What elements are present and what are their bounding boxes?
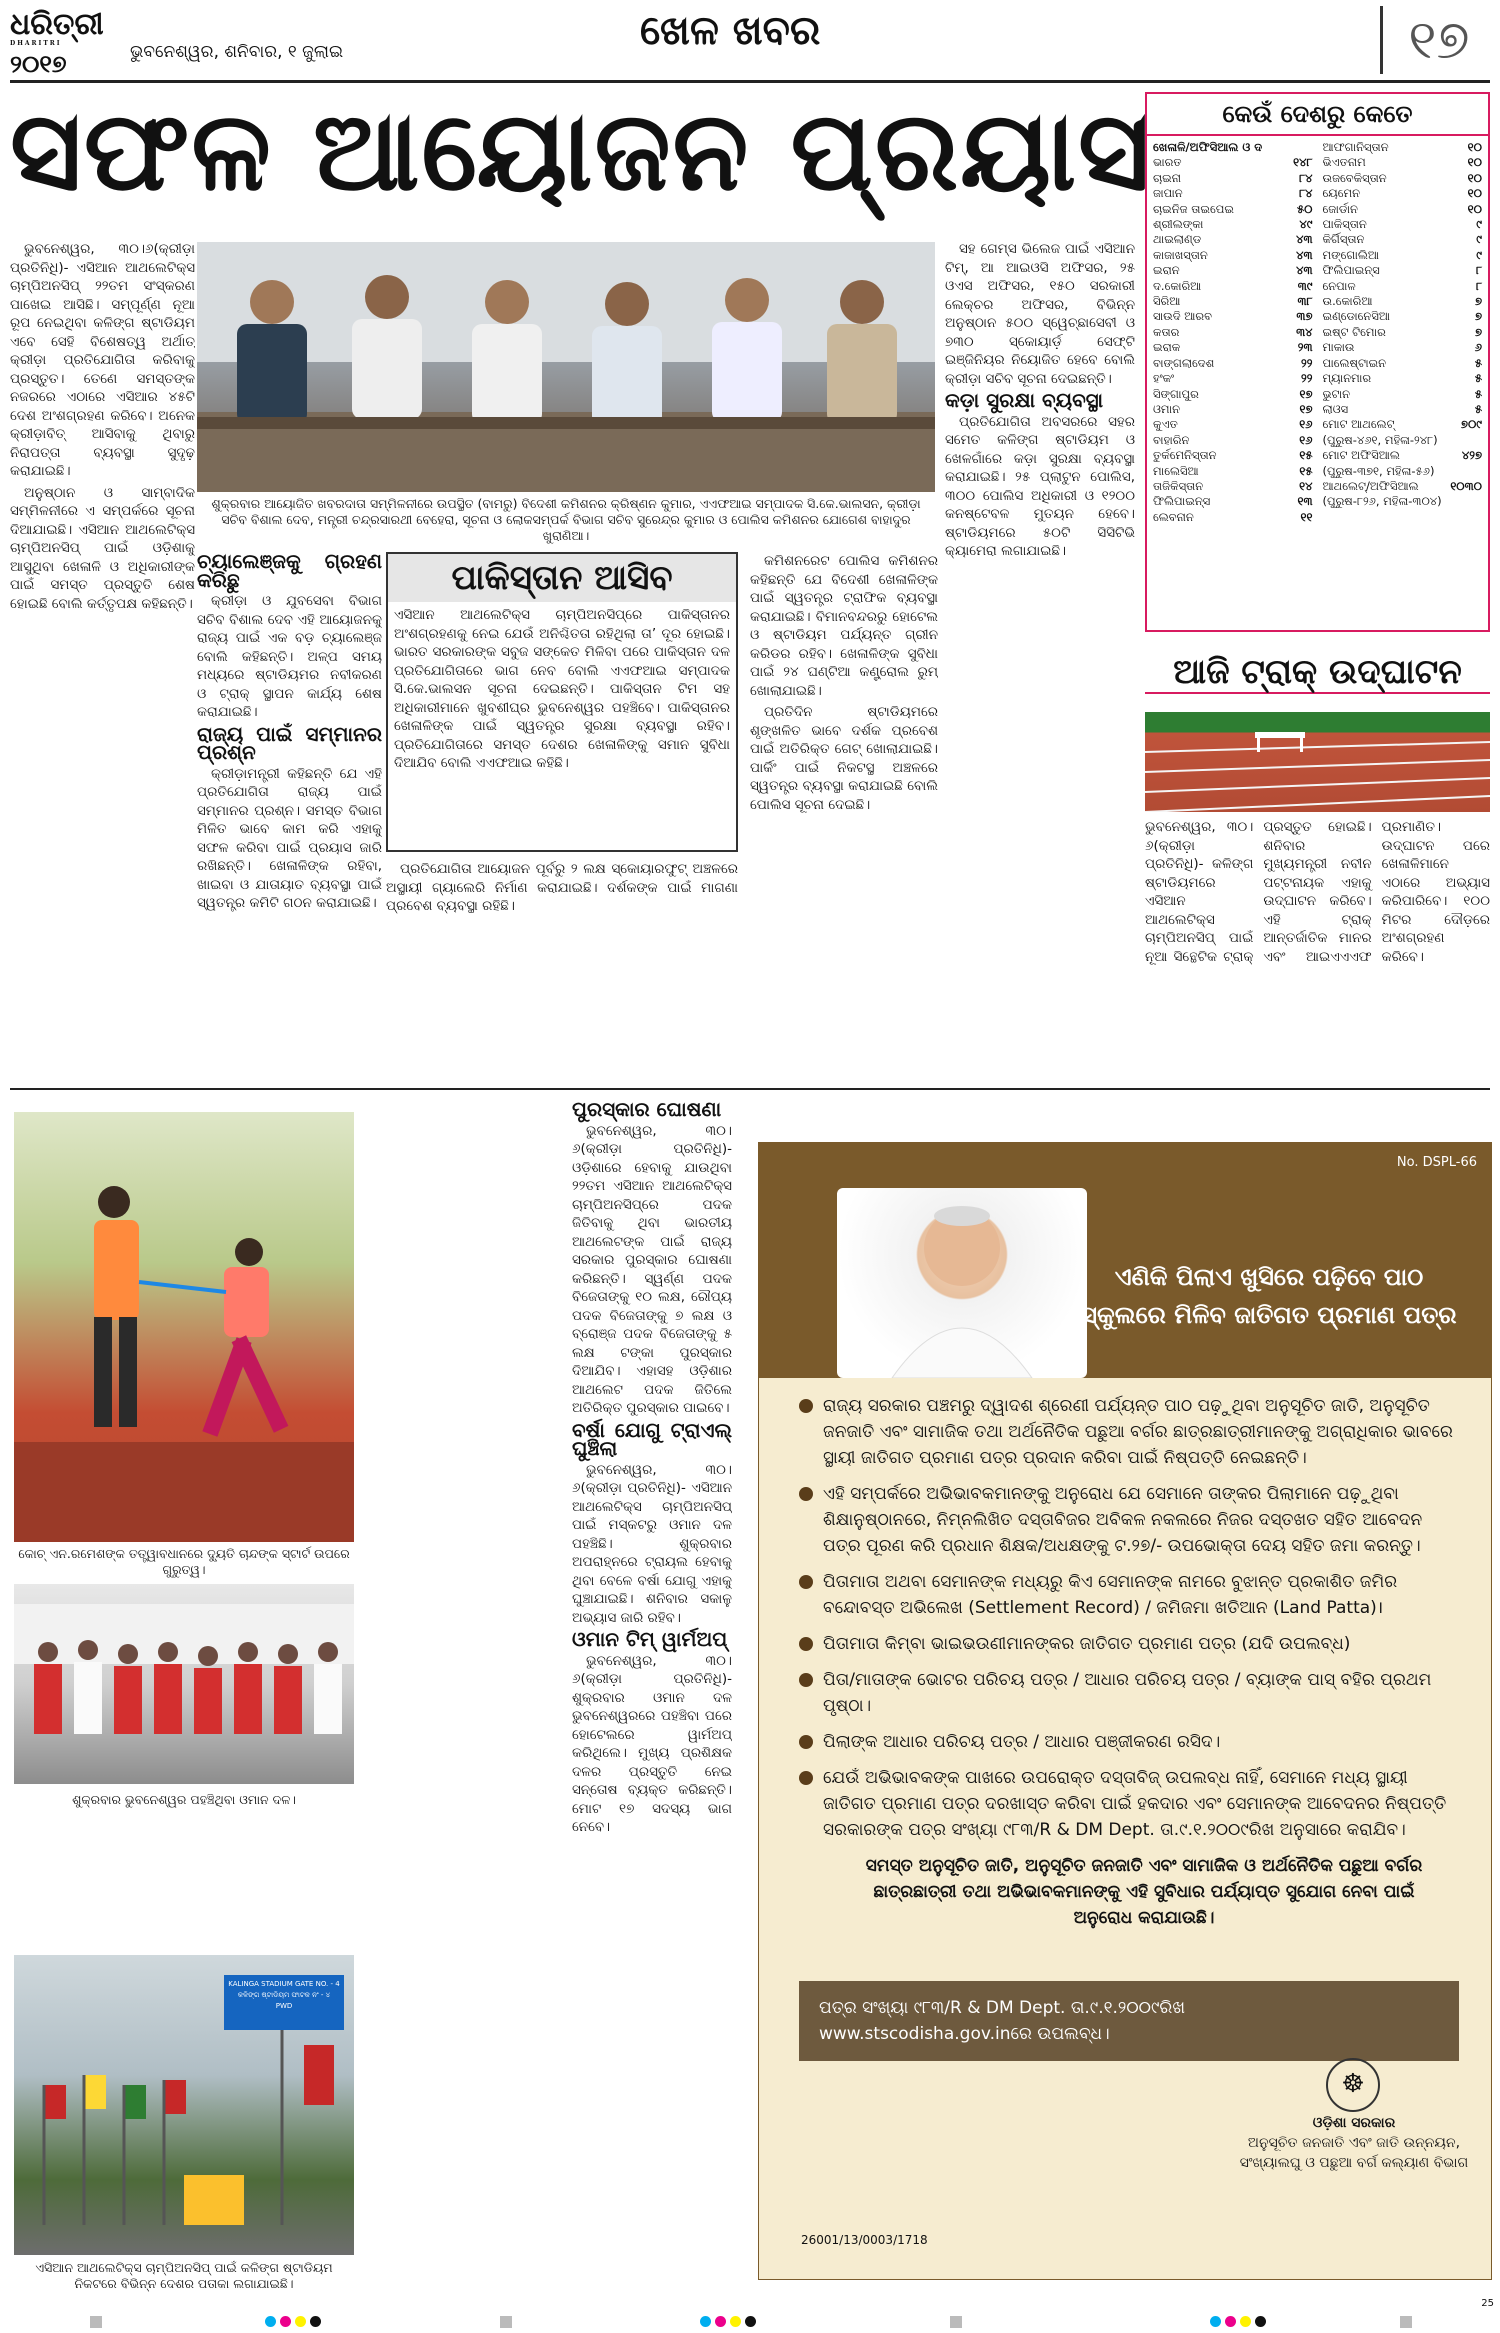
- section-title: ଖେଳ ଖବର: [640, 8, 821, 54]
- stats-count: ୩୮: [1297, 294, 1313, 309]
- stats-row: [1153, 186, 1313, 201]
- stats-count: ୭୦୯: [1460, 417, 1482, 432]
- country-stats-box: [1145, 92, 1490, 632]
- oman-warmup-title: ଓମାନ ଟିମ୍ ୱାର୍ମଅପ୍: [572, 1627, 728, 1651]
- rain-trial-paragraph: ଭୁବନେଶ୍ୱର, ୩୦।୬(କ୍ରୀଡ଼ା ପ୍ରତିନିଧି)- ଏସିଆନ ଆଥଲେଟିକ୍ସ ଚାମ୍ପିଅନସିପ୍ ପାଇଁ ମସ୍କଟରୁ ଓମାନ ଦଳ ପହଞ୍ଚିଛି। ଶୁକ୍ରବାର ଅପରାହ୍ନରେ ଟ୍ରାୟଲ ହେବାକୁ ଥିବା ବେଳେ ବର୍ଷା ଯୋଗୁ ଏହାକୁ ଘୁଞ୍ଚାଯାଇଛି। ଶନିବାର ସକାଳୁ ଅଭ୍ୟାସ ଜାରି ରହିବ।: [572, 1461, 732, 1626]
- oman-photo-caption: ଶୁକ୍ରବାର ଭୁବନେଶ୍ୱର ପହଞ୍ଚିଥିବା ଓମାନ ଦଳ।: [72, 1792, 296, 1807]
- stats-country: ଆଥଲେଟ୍/ଅଫିସିଆଲ: [1322, 478, 1419, 493]
- stats-count: ୧୦: [1467, 201, 1482, 216]
- stats-row: [1153, 494, 1313, 509]
- stats-country: କୁଏତ: [1153, 417, 1178, 432]
- stats-count: ୭: [1474, 324, 1482, 339]
- stats-country: ଜୋର୍ଡାନ: [1322, 201, 1358, 216]
- print-gray-mark: [950, 2316, 962, 2328]
- stats-count: ୫: [1474, 355, 1482, 370]
- stats-country: ଇରାନ: [1153, 263, 1180, 278]
- stats-count: ୧୬: [1299, 417, 1313, 432]
- bullet-icon: [799, 1673, 813, 1687]
- stats-left-column: [1153, 140, 1313, 525]
- stats-country: ଶ୍ରୀଲଙ୍କା: [1153, 217, 1204, 232]
- gate-sign: [228, 1979, 340, 2012]
- stats-row: [1323, 494, 1483, 509]
- stats-count: ୮୪: [1299, 170, 1313, 185]
- bullet-icon: [799, 1637, 813, 1651]
- stats-row: [1323, 186, 1483, 201]
- stats-row: [1323, 340, 1483, 355]
- ad-government-credit: [1239, 2113, 1469, 2173]
- stats-country: ଉ.କୋରିଆ: [1322, 294, 1373, 309]
- stats-country: ଆଫଗାନିସ୍ତାନ: [1322, 140, 1389, 154]
- stats-count: ୪୩: [1296, 232, 1313, 247]
- stats-country: ତୁର୍କମେନିସ୍ତାନ: [1153, 448, 1217, 463]
- stats-row: [1323, 155, 1483, 170]
- stats-count: ୧୫: [1299, 448, 1313, 463]
- ad-bullet-item: [799, 1631, 1459, 1657]
- lead-paragraph: ସହ ଗେମ୍ସ ଭିଲେଜ ପାଇଁ ଏସିଆନ ଟିମ୍, ଆ ଆଇଓସି ଅଫିସର, ୨୫ ଓଏସ ଅଫିସର, ୧୫୦ ସରକାରୀ ଲେକ୍ଚର ଅଫିସର, ବିଭିନ୍ନ ଅନୁଷ୍ଠାନ ୫୦୦ ସ୍ୱେଚ୍ଛାସେବୀ ଓ ୭୩୦ ସ୍କୋୟାର୍ଡ଼ ସେଫ୍ଟି ଇଞ୍ଜିନିୟର ନିୟୋଜିତ ହେବେ ବୋଲି କ୍ରୀଡ଼ା ସଚିବ ସୂଚନା ଦେଇଛନ୍ତି।: [945, 241, 1135, 387]
- stats-count: ୧୦: [1467, 140, 1482, 154]
- lead-paragraph: ପ୍ରତିଯୋଗିତା ଆୟୋଜନ ପୂର୍ବରୁ ୨ ଲକ୍ଷ ସ୍କୋୟାରଫୁଟ୍ ଅଞ୍ଚଳରେ ଅସ୍ଥାୟୀ ଗ୍ୟାଲେରି ନିର୍ମାଣ କରାଯାଇଛି। ଦର୍ଶକଙ୍କ ପାଇଁ ମାଗଣା ପ୍ରବେଶ ବ୍ୟବସ୍ଥା ରହିଛି।: [386, 861, 738, 914]
- ad-reference-number: No. DSPL-66: [1396, 1155, 1477, 1170]
- stats-count: ୨୩: [1297, 340, 1313, 355]
- stats-country: ସିଙ୍ଗାପୁର: [1153, 386, 1199, 401]
- stats-row: [1153, 448, 1313, 463]
- ad-bullet-item: [799, 1481, 1459, 1559]
- track-lanes-illustration: [1145, 712, 1490, 812]
- stats-country: ମଙ୍ଗୋଲିଆ: [1322, 247, 1379, 262]
- awards-title: ପୁରସ୍କାର ଘୋଷଣା: [572, 1100, 722, 1121]
- ad-letter-reference: ପତ୍ର ସଂଖ୍ୟା ୯୮୩/R & DM Dept. ତା.୯.୧.୨୦୦୯ରିଖ: [819, 1998, 1186, 2018]
- stats-row: [1323, 464, 1483, 479]
- stats-country: ଲାଓସ: [1322, 401, 1349, 416]
- stats-row: [1153, 171, 1313, 186]
- print-gray-mark: [1400, 2316, 1412, 2328]
- ad-bullet-text: ରାଜ୍ୟ ସରକାର ପଞ୍ଚମରୁ ଦ୍ୱାଦଶ ଶ୍ରେଣୀ ପର୍ଯ୍ୟନ୍ତ ପାଠ ପଢ଼ୁଥିବା ଅନୁସୂଚିତ ଜାତି, ଅନୁସୂଚିତ ଜନଜାତି ଏବଂ ସାମାଜିକ ତଥା ଅର୍ଥନୈତିକ ପଛୁଆ ବର୍ଗର ଛାତ୍ରଛାତ୍ରୀମାନଙ୍କୁ ଅଗ୍ରାଧିକାର ଭାବରେ ସ୍ଥାୟୀ ଜାତିଗତ ପ୍ରମାଣ ପତ୍ର ପ୍ରଦାନ କରିବା ପାଇଁ ନିଷ୍ପତ୍ତି ନେଇଛନ୍ତି।: [823, 1396, 1453, 1468]
- oman-team-photo: [14, 1584, 354, 1784]
- lead-paragraph: କ୍ରୀଡ଼ା ଓ ଯୁବସେବା ବିଭାଗ ସଚିବ ବିଶାଲ ଦେବ ଏହି ଆୟୋଜନକୁ ରାଜ୍ୟ ପାଇଁ ଏକ ବଡ଼ ଚ୍ୟାଲେଞ୍ଜ ବୋଲି କହିଛନ୍ତି। ଅଳ୍ପ ସମୟ ମଧ୍ୟରେ ଷ୍ଟାଡିୟମର ନବୀକରଣ ଓ ଟ୍ରାକ୍ ସ୍ଥାପନ କାର୍ଯ୍ୟ ଶେଷ କରାଯାଇଛି।: [197, 593, 382, 720]
- stats-country: ପାଲେଷ୍ଟାଇନ: [1322, 355, 1387, 370]
- stats-country: ପାକିସ୍ତାନ: [1322, 217, 1367, 232]
- stats-country: ନେପାଳ: [1322, 278, 1356, 293]
- stats-country: ଭୁଟାନ: [1322, 386, 1351, 401]
- lead-column-2: [197, 552, 382, 1082]
- track-photo: [1145, 712, 1490, 812]
- stats-country: (ପୁରୁଷ-୪୬୧, ମହିଳା-୨୪୮): [1322, 432, 1438, 447]
- stats-count: ୯: [1476, 232, 1482, 247]
- gate-sign-pwd: PWD: [275, 2002, 293, 2010]
- stats-count: ୧୭: [1299, 386, 1313, 401]
- print-black-mark: [1255, 2316, 1266, 2327]
- stats-row: [1153, 479, 1313, 494]
- ad-header-band: [759, 1143, 1491, 1378]
- govt-department: ଅନୁସୂଚିତ ଜନଜାତି ଏବଂ ଜାତି ଉନ୍ନୟନ, ସଂଖ୍ୟାଲଘୁ ଓ ପଛୁଆ ବର୍ଗ କଲ୍ୟାଣ ବିଭାଗ: [1239, 2135, 1469, 2171]
- stats-row: [1153, 387, 1313, 402]
- stats-count: ୩୯: [1297, 278, 1313, 293]
- stats-count: ୧୪୮: [1293, 155, 1313, 170]
- stats-count: ୭: [1474, 294, 1482, 309]
- print-yellow-mark: [1240, 2316, 1251, 2327]
- stats-country: ଇରାକ: [1153, 340, 1181, 355]
- lead-column-4: [945, 240, 1135, 1080]
- print-black-mark: [310, 2316, 321, 2327]
- stats-country: ମାଲେସିଆ: [1153, 463, 1199, 478]
- stats-country: ଥାଇଲାଣ୍ଡ: [1153, 232, 1202, 247]
- stats-right-column: [1323, 140, 1483, 525]
- print-magenta-mark: [280, 2316, 291, 2327]
- stats-row: [1323, 294, 1483, 309]
- bullet-icon: [799, 1399, 813, 1413]
- stats-country: ବାହାରିନ: [1153, 432, 1190, 447]
- government-advertisement: [758, 1142, 1492, 2280]
- stats-row: [1323, 140, 1483, 155]
- stats-country: ଓମାନ: [1153, 401, 1181, 416]
- print-yellow-mark: [295, 2316, 306, 2327]
- stats-row: [1153, 356, 1313, 371]
- ad-bullet-item: [799, 1765, 1459, 1843]
- subhead: ଚ୍ୟାଲେଞ୍ଜକୁ ଗ୍ରହଣ କରିଛୁ: [197, 552, 382, 592]
- stats-country: ଇଷ୍ଟ ଟିମୋର: [1322, 324, 1386, 339]
- logo-subtitle: DHARITRI: [10, 40, 62, 47]
- ad-bullet-list: [799, 1393, 1459, 1931]
- stats-count: ୪୩: [1296, 247, 1313, 262]
- pakistan-boxed-story: [386, 552, 738, 852]
- stats-count: ୫: [1474, 386, 1482, 401]
- stats-row: [1153, 417, 1313, 432]
- stats-row: [1153, 155, 1313, 170]
- stats-country: ଜାପାନ: [1153, 186, 1183, 201]
- bullet-icon: [799, 1771, 813, 1785]
- stats-country: ଭିଏତନାମ: [1322, 155, 1366, 170]
- flags-photo: [14, 1955, 354, 2255]
- stats-count: ୨୨: [1301, 371, 1313, 386]
- track-story-title: ଆଜି ଟ୍ରାକ୍ ଉଦ୍‌ଘାଟନ: [1145, 652, 1490, 694]
- stats-row: [1323, 387, 1483, 402]
- ad-bullet-text: ପିତା/ମାତାଙ୍କ ଭୋଟର ପରିଚୟ ପତ୍ର / ଆଧାର ପରିଚୟ ପତ୍ର / ବ୍ୟାଙ୍କ ପାସ୍ ବହିର ପ୍ରଥମ ପୃଷ୍ଠା।: [823, 1670, 1432, 1716]
- stats-count: ୪୨୭: [1461, 448, 1482, 463]
- stats-row: [1323, 356, 1483, 371]
- stats-country: ସିରିଆ: [1153, 294, 1181, 309]
- masthead-logo: [10, 8, 120, 78]
- stats-header: ଖେଳାଳି/ଅଫିସିଆଲ ଓ ଦ: [1153, 140, 1263, 154]
- stats-row: [1323, 263, 1483, 278]
- print-magenta-mark: [1225, 2316, 1236, 2327]
- stats-count: ୪୩: [1296, 263, 1313, 278]
- awards-column: [572, 1100, 732, 2290]
- stats-title: କେଉଁ ଦେଶରୁ କେତେ: [1147, 94, 1488, 136]
- stats-count: ୩୪: [1296, 324, 1313, 339]
- ad-footer-bar: [799, 1981, 1459, 2061]
- oman-warmup-paragraph: ଭୁବନେଶ୍ୱର, ୩୦।୬(କ୍ରୀଡ଼ା ପ୍ରତିନିଧି)- ଶୁକ୍ରବାର ଓମାନ ଦଳ ଭୁବନେଶ୍ୱରରେ ପହଞ୍ଚିବା ପରେ ହୋଟେଲରେ ୱାର୍ମଅପ୍ କରିଥିଲେ। ମୁଖ୍ୟ ପ୍ରଶିକ୍ଷକ ଦଳର ପ୍ରସ୍ତୁତି ନେଇ ସନ୍ତୋଷ ବ୍ୟକ୍ତ କରିଛନ୍ତି। ମୋଟ ୧୭ ସଦସ୍ୟ ଭାଗ ନେବେ।: [572, 1652, 732, 1835]
- stats-row: [1153, 402, 1313, 417]
- stats-country: ହଂକଂ: [1153, 371, 1175, 386]
- stats-country: ଚାଇନିଜ ତାଇପେଇ: [1153, 201, 1234, 216]
- stats-row: [1153, 325, 1313, 340]
- print-yellow-mark: [730, 2316, 741, 2327]
- training-illustration: [14, 1112, 354, 1542]
- stats-row: [1323, 479, 1483, 494]
- print-gray-mark: [500, 2316, 512, 2328]
- stats-row: [1323, 248, 1483, 263]
- stats-country: ମ୍ୟାନମାର: [1322, 371, 1372, 386]
- training-photo-caption: କୋଚ୍ ଏନ.ରମେଶଙ୍କ ତତ୍ତ୍ୱାବଧାନରେ ଦ୍ୟୁତି ଚାନ୍ଦଙ୍କ ସ୍ଟାର୍ଟ ଉପରେ ଗୁରୁତ୍ୱ।: [18, 1546, 350, 1577]
- lead-paragraph: କମିଶନରେଟ ପୋଲିସ କମିଶନର କହିଛନ୍ତି ଯେ ବିଦେଶୀ ଖେଳାଳିଙ୍କ ପାଇଁ ସ୍ୱତନ୍ତ୍ର ଟ୍ରାଫିକ ବ୍ୟବସ୍ଥା କରାଯାଇଛି। ବିମାନବନ୍ଦରରୁ ହୋଟେଲ ଓ ଷ୍ଟାଡିୟମ ପର୍ଯ୍ୟନ୍ତ ଗ୍ରୀନ କରିଡର ରହିବ। ଖେଳାଳିଙ୍କ ସୁବିଧା ପାଇଁ ୨୪ ଘଣ୍ଟିଆ କଣ୍ଟ୍ରୋଲ ରୁମ୍ ଖୋଲାଯାଇଛି।: [750, 553, 938, 699]
- stats-count: ୧୬: [1299, 432, 1313, 447]
- lead-paragraph: ପ୍ରତିଦିନ ଷ୍ଟାଡିୟମରେ ଶୃଙ୍ଖଳିତ ଭାବେ ଦର୍ଶକ ପ୍ରବେଶ ପାଇଁ ଅତିରିକ୍ତ ଗେଟ୍ ଖୋଲାଯାଇଛି। ପାର୍କିଂ ପାଇଁ ନିକଟସ୍ଥ ଅଞ୍ଚଳରେ ସ୍ୱତନ୍ତ୍ର ବ୍ୟବସ୍ଥା କରାଯାଇଛି ବୋଲି ପୋଲିସ ସୂଚନା ଦେଇଛି।: [750, 704, 938, 813]
- stats-row: [1153, 309, 1313, 324]
- stats-country: ବାଙ୍ଗଲାଦେଶ: [1153, 355, 1215, 370]
- ad-headline: [1059, 1258, 1479, 1334]
- training-photo: [14, 1112, 354, 1542]
- awards-paragraph: ଭୁବନେଶ୍ୱର, ୩୦।୬(କ୍ରୀଡ଼ା ପ୍ରତିନିଧି)- ଓଡ଼ିଶାରେ ହେବାକୁ ଯାଉଥିବା ୨୨ତମ ଏସିଆନ ଆଥଲେଟିକ୍ସ ଚାମ୍ପିଅନସିପ୍‌ରେ ପଦକ ଜିତିବାକୁ ଥିବା ଭାରତୀୟ ଆଥଲେଟଙ୍କ ପାଇଁ ରାଜ୍ୟ ସରକାର ପୁରସ୍କାର ଘୋଷଣା କରିଛନ୍ତି। ସ୍ୱର୍ଣ୍ଣ ପଦକ ବିଜେତାଙ୍କୁ ୧୦ ଲକ୍ଷ, ରୌପ୍ୟ ପଦକ ବିଜେତାଙ୍କୁ ୭ ଲକ୍ଷ ଓ ବ୍ରୋଞ୍ଜ ପଦକ ବିଜେତାଙ୍କୁ ୫ ଲକ୍ଷ ଟଙ୍କା ପୁରସ୍କାର ଦିଆଯିବ। ଏହାସହ ଓଡ଼ିଶାର ଆଥଲେଟ ପଦକ ଜିତିଲେ ଅତିରିକ୍ତ ପୁରସ୍କାର ପାଇବେ।: [572, 1122, 732, 1416]
- stats-row: [1153, 248, 1313, 263]
- ad-bullet-item: [799, 1393, 1459, 1471]
- header-divider: [10, 80, 1490, 83]
- ad-bullet-text: ପିଲାଙ୍କ ଆଧାର ପରିଚୟ ପତ୍ର / ଆଧାର ପଞ୍ଜୀକରଣ ରସିଦ।: [823, 1732, 1221, 1752]
- stats-country: କତାର: [1153, 324, 1180, 339]
- main-headline: ସଫଳ ଆୟୋଜନ ପ୍ରୟାସ: [10, 87, 1152, 215]
- stats-count: ୫୦: [1296, 201, 1313, 216]
- track-story-text: ଭୁବନେଶ୍ୱର, ୩୦।୬(କ୍ରୀଡ଼ା ପ୍ରତିନିଧି)- କଳିଙ୍ଗ ଷ୍ଟାଡିୟମରେ ଏସିଆନ ଆଥଲେଟିକ୍ସ ଚାମ୍ପିଅନସିପ୍ ପାଇଁ ନୂଆ ସିନ୍ଥେଟିକ ଟ୍ରାକ୍ ପ୍ରସ୍ତୁତ ହୋଇଛି। ଶନିବାର ମୁଖ୍ୟମନ୍ତ୍ରୀ ନବୀନ ପଟ୍ଟନାୟକ ଏହାକୁ ଉଦ୍‌ଘାଟନ କରିବେ। ଏହି ଟ୍ରାକ୍ ଆନ୍ତର୍ଜାତିକ ମାନର ଏବଂ ଆଇଏଏଏଫ ପ୍ରମାଣିତ। ଉଦ୍‌ଘାଟନ ପରେ ଖେଳାଳିମାନେ ଏଠାରେ ଅଭ୍ୟାସ କରିପାରିବେ। ୧୦୦ ମିଟର ଦୌଡ଼ରେ ଅଂଶଗ୍ରହଣ କରିବେ।: [1145, 819, 1490, 965]
- stats-country: (ପୁରୁଷ-୮୨୬, ମହିଳା-୩୦୪): [1322, 494, 1442, 509]
- stats-country: ଲେବନାନ: [1153, 509, 1194, 524]
- rain-trial-title: ବର୍ଷା ଯୋଗୁ ଟ୍ରାଏଲ୍ ଘୁଞ୍ଚିଲା: [572, 1417, 732, 1460]
- lead-paragraph: ଅନୁଷ୍ଠାନ ଓ ସାମ୍ବାଦିକ ସମ୍ମିଳନୀରେ ଏ ସମ୍ପର୍କରେ ସୂଚନା ଦିଆଯାଇଛି। ଏସିଆନ ଆଥଲେଟିକ୍ସ ଚାମ୍ପିଅନସିପ୍ ପାଇଁ ଓଡ଼ିଶାକୁ ଆସୁଥିବା ଖେଳାଳି ଓ ଅଧିକାରୀଙ୍କ ପାଇଁ ସମସ୍ତ ପ୍ରସ୍ତୁତି ଶେଷ ହୋଇଛି ବୋଲି କର୍ତ୍ତୃପକ୍ଷ କହିଛନ୍ତି।: [10, 484, 195, 612]
- stats-row: [1323, 217, 1483, 232]
- stats-count: ୧୦୩୦: [1450, 478, 1482, 493]
- stats-country: ମୋଟ ଆଥଲେଟ୍: [1322, 417, 1395, 432]
- stats-row: [1323, 309, 1483, 324]
- stats-country: ସାଉଦି ଆରବ: [1153, 309, 1212, 324]
- stats-count: ୧୦: [1467, 170, 1482, 185]
- stats-row: [1323, 171, 1483, 186]
- stats-count: ୭: [1474, 309, 1482, 324]
- stats-country: କିର୍ଗିସ୍ତାନ: [1322, 232, 1365, 247]
- edition-date: ଭୁବନେଶ୍ୱର, ଶନିବାର, ୧ ଜୁଲାଇ: [130, 42, 344, 62]
- stats-row: [1153, 371, 1313, 386]
- ad-headline-line-1: ଏଣିକି ପିଲାଏ ଖୁସିରେ ପଢ଼ିବେ ପାଠ: [1114, 1263, 1424, 1291]
- stats-country: ମାକାଉ: [1322, 340, 1355, 355]
- stats-count: ୧୦: [1467, 186, 1482, 201]
- stats-row: [1323, 202, 1483, 217]
- stats-row: [1153, 217, 1313, 232]
- logo-year: ୨୦୧୭: [10, 49, 67, 78]
- page-number-large: ୧୭: [1380, 6, 1495, 74]
- stats-row: [1323, 232, 1483, 247]
- subhead: କଡ଼ା ସୁରକ୍ଷା ବ୍ୟବସ୍ଥା: [945, 388, 1104, 412]
- stats-row: [1153, 202, 1313, 217]
- stats-country: କାଜାଖସ୍ତାନ: [1153, 247, 1208, 262]
- stats-count: ୧୪: [1299, 478, 1313, 493]
- lead-column-5: [750, 552, 938, 1082]
- stats-country: ଦ.କୋରିଆ: [1153, 278, 1202, 293]
- ad-bullet-text: ଯେଉଁ ଅଭିଭାବକଙ୍କ ପାଖରେ ଉପରୋକ୍ତ ଦସ୍ତାବିଜ୍ ଉପଲବ୍ଧ ନାହିଁ, ସେମାନେ ମଧ୍ୟ ସ୍ଥାୟୀ ଜାତିଗତ ପ୍ରମାଣ ପତ୍ର ଦରଖାସ୍ତ କରିବା ପାଇଁ ହକଦାର ଏବଂ ସେମାନଙ୍କ ଆବେଦନର ନିଷ୍ପତ୍ତି ସରକାରଙ୍କ ପତ୍ର ସଂଖ୍ୟା ୯୮୩/R & DM Dept. ତା.୯.୧.୨୦୦୯ରିଖ ଅନୁସାରେ କରାଯିବ।: [823, 1768, 1447, 1840]
- pakistan-story-title: ପାକିସ୍ତାନ ଆସିବ: [388, 554, 736, 602]
- ad-bullet-item: [799, 1569, 1459, 1621]
- stats-country: ଭାରତ: [1153, 155, 1182, 170]
- gate-sign-odia: କଳିଙ୍ଗ ଷ୍ଟାଡିୟମ ଫାଟକ ନଂ - ୪: [237, 1991, 331, 1999]
- press-conference-illustration: [197, 242, 935, 492]
- stats-count: ୮: [1475, 263, 1482, 278]
- lead-paragraph: ପ୍ରତିଯୋଗିତା ଅବସରରେ ସହର ସମେତ କଳିଙ୍ଗ ଷ୍ଟାଡିୟମ ଓ ଖେଳଗାଁରେ କଡ଼ା ସୁରକ୍ଷା ବ୍ୟବସ୍ଥା କରାଯାଇଛି। ୨୫ ପ୍ଲାଟୁନ ପୋଲିସ, ୩୦୦ ପୋଲିସ ଅଧିକାରୀ ଓ ୧୨୦୦ କନଷ୍ଟେବଳ ମୁତୟନ ହେବେ। ଷ୍ଟାଡିୟମରେ ୫୦ଟି ସିସିଟିଭି କ୍ୟାମେରା ଲଗାଯାଇଛି।: [945, 413, 1135, 559]
- ad-appeal-note: ସମସ୍ତ ଅନୁସୂଚିତ ଜାତି, ଅନୁସୂଚିତ ଜନଜାତି ଏବଂ ସାମାଜିକ ଓ ଅର୍ଥନୈତିକ ପଛୁଆ ବର୍ଗର ଛାତ୍ରଛାତ୍ରୀ ତଥା ଅଭିଭାବକମାନଙ୍କୁ ଏହି ସୁବିଧାର ପର୍ଯ୍ୟାପ୍ତ ସୁଯୋଗ ନେବା ପାଇଁ ଅନୁରୋଧ କରାଯାଉଛି।: [865, 1856, 1423, 1928]
- stats-row: [1153, 510, 1313, 525]
- stats-country: ତାଜିକିସ୍ତାନ: [1153, 478, 1204, 493]
- stats-row: [1323, 279, 1483, 294]
- stats-row: [1323, 448, 1483, 463]
- print-cyan-mark: [265, 2316, 276, 2327]
- bullet-icon: [799, 1487, 813, 1501]
- stats-count: ୧୧: [1300, 509, 1313, 524]
- stats-row: [1153, 279, 1313, 294]
- print-cyan-mark: [1210, 2316, 1221, 2327]
- stats-country: ଫିଲିପାଇନ୍ସ: [1322, 263, 1380, 278]
- stats-count: ୩୭: [1296, 309, 1313, 324]
- print-gray-mark: [90, 2316, 102, 2328]
- stats-row: [1153, 433, 1313, 448]
- odisha-emblem-icon: ☸: [1326, 2058, 1380, 2112]
- stats-count: ୧୫: [1299, 463, 1313, 478]
- stats-count: ୮: [1475, 278, 1482, 293]
- stats-row: [1323, 371, 1483, 386]
- ad-bullet-text: ପିତାମାତା ଅଥବା ସେମାନଙ୍କ ମଧ୍ୟରୁ କିଏ ସେମାନଙ୍କ ନାମରେ ବୁଝାନ୍ତ ପ୍ରକାଶିତ ଜମିର ବନ୍ଦୋବସ୍ତ ଅଭିଲେଖ (Settlement Record) / ଜମିଜମା ଖତିଆନ (Land Patta)।: [823, 1572, 1398, 1618]
- stats-country: ଫିଲିପାଇନ୍ସ: [1153, 494, 1211, 509]
- stats-country: ଚାଇନା: [1153, 170, 1181, 185]
- bullet-icon: [799, 1735, 813, 1749]
- stats-row: [1323, 402, 1483, 417]
- stats-country: ୟେମେନ: [1322, 186, 1361, 201]
- stats-country: ଇଣ୍ଡୋନେସିଆ: [1322, 309, 1390, 324]
- gate-sign-english: KALINGA STADIUM GATE NO. - 4: [228, 1980, 340, 1988]
- stats-row: [1323, 417, 1483, 432]
- print-magenta-mark: [715, 2316, 726, 2327]
- stats-country: (ପୁରୁଷ-୩୭୧, ମହିଳା-୫୬): [1322, 463, 1435, 478]
- pakistan-story-text: ଏସିଆନ ଆଥଲେଟିକ୍ସ ଚାମ୍ପିଅନସିପ୍‌ରେ ପାକିସ୍ତାନର ଅଂଶଗ୍ରହଣକୁ ନେଇ ଯେଉଁ ଅନିଶ୍ଚିତତା ରହିଥିଲା ତା’ ଦୂର ହୋଇଛି। ଭାରତ ସରକାରଙ୍କ ସବୁଜ ସଙ୍କେତ ମିଳିବା ପରେ ପାକିସ୍ତାନ ଦଳ ପ୍ରତିଯୋଗିତାରେ ଭାଗ ନେବ ବୋଲି ଏଏଫଆଇ ସମ୍ପାଦକ ସି.କେ.ଭାଲସନ ସୂଚନା ଦେଇଛନ୍ତି। ପାକିସ୍ତାନ ଟିମ ସହ ଅଧିକାରୀମାନେ ଖୁବଶୀଘ୍ର ଭୁବନେଶ୍ୱର ପହଞ୍ଚିବେ। ପାକିସ୍ତାନର ଖେଳାଳିଙ୍କ ପାଇଁ ସ୍ୱତନ୍ତ୍ର ସୁରକ୍ଷା ବ୍ୟବସ୍ଥା ରହିବ। ପ୍ରତିଯୋଗିତାରେ ସମସ୍ତ ଦେଶର ଖେଳାଳିଙ୍କୁ ସମାନ ସୁବିଧା ଦିଆଯିବ ବୋଲି ଏଏଫଆଇ କହିଛି।: [394, 607, 730, 771]
- stats-count: ୬: [1474, 340, 1482, 355]
- ad-headline-line-2: ସ୍କୁଲରେ ମିଳିବ ଜାତିଗତ ପ୍ରମାଣ ପତ୍ର: [1081, 1301, 1457, 1329]
- stats-count: ୫: [1474, 401, 1482, 416]
- stats-count: ୨୨: [1301, 355, 1313, 370]
- stats-count: ୧୦: [1467, 155, 1482, 170]
- print-registration-marks: [0, 2308, 1500, 2333]
- stats-count: ୯: [1476, 247, 1482, 262]
- press-photo-caption: ଶୁକ୍ରବାର ଆୟୋଜିତ ଖବରଦାତା ସମ୍ମିଳନୀରେ ଉପସ୍ଥିତ (ବାମରୁ) ବିଦେଶୀ କମିଶନର କ୍ରିଷ୍ଣନ କୁମାର, ଏଏଫଆଇ ସମ୍ପାଦକ ସି.କେ.ଭାଲସନ, କ୍ରୀଡ଼ା ସଚିବ ବିଶାଲ ଦେବ, ମନ୍ତ୍ରୀ ଚନ୍ଦ୍ରସାରଥୀ ବେହେରା, ସୂଚନା ଓ ଲୋକସମ୍ପର୍କ ବିଭାଗ ସଚିବ ସୁରେନ୍ଦ୍ର କୁମାର ଓ ପୋଲିସ କମିଶନର ଯୋଗେଶ ବାହାଦୁର ଖୁରାଣିଆ।: [211, 496, 921, 543]
- stats-country: ଉଜବେକିସ୍ତାନ: [1322, 170, 1387, 185]
- lead-column-3-bottom: [386, 860, 738, 1080]
- lead-paragraph: କ୍ରୀଡ଼ାମନ୍ତ୍ରୀ କହିଛନ୍ତି ଯେ ଏହି ପ୍ରତିଯୋଗିତା ରାଜ୍ୟ ପାଇଁ ସମ୍ମାନର ପ୍ରଶ୍ନ। ସମସ୍ତ ବିଭାଗ ମିଳିତ ଭାବେ କାମ କରି ଏହାକୁ ସଫଳ କରିବା ପାଇଁ ପ୍ରୟାସ ଜାରି ରଖିଛନ୍ତି। ଖେଳାଳିଙ୍କ ରହିବା, ଖାଇବା ଓ ଯାତାୟାତ ବ୍ୟବସ୍ଥା ପାଇଁ ସ୍ୱତନ୍ତ୍ର କମିଟି ଗଠନ କରାଯାଇଛି।: [197, 765, 382, 911]
- stats-row: [1323, 325, 1483, 340]
- print-black-mark: [745, 2316, 756, 2327]
- stats-count: ୧୩: [1297, 494, 1313, 509]
- logo-text: ଧରିତ୍ରୀ: [10, 7, 104, 42]
- bullet-icon: [799, 1575, 813, 1589]
- stats-count: ୫: [1474, 371, 1482, 386]
- lead-paragraph: ଭୁବନେଶ୍ୱର, ୩୦।୬(କ୍ରୀଡ଼ା ପ୍ରତିନିଧି)- ଏସିଆନ ଆଥଲେଟିକ୍ସ ଚାମ୍ପିଅନସିପ୍ ୨୨ତମ ସଂସ୍କରଣ ପାଖେଇ ଆସିଛି। ସମ୍ପୂର୍ଣ୍ଣ ନୂଆ ରୂପ ନେଇଥିବା କଳିଙ୍ଗ ଷ୍ଟାଡିୟମ ଏବେ ସେହି ବିଶେଷତ୍ୱ ଅର୍ଥାତ୍ କ୍ରୀଡ଼ା ପ୍ରତିଯୋଗିତା କରିବାକୁ ପ୍ରସ୍ତୁତ। ତେଣେ ସମସ୍ତଙ୍କ ନଜରରେ ଏଠାରେ ଏସିଆର ୪୫ଟି ଦେଶ ଅଂଶଗ୍ରହଣ କରିବେ। ଅନେକ କ୍ରୀଡ଼ାବିତ୍ ଆସିବାକୁ ଥିବାରୁ ନିରାପତ୍ତା ବ୍ୟବସ୍ଥା ସୁଦୃଢ଼ କରାଯାଇଛି।: [10, 241, 195, 479]
- stats-row: [1323, 433, 1483, 448]
- press-conference-photo: [197, 242, 935, 492]
- stats-row: [1153, 294, 1313, 309]
- stats-row: [1153, 263, 1313, 278]
- ad-bullet-item: [799, 1729, 1459, 1755]
- stats-count: ୮୪: [1299, 186, 1313, 201]
- stats-row: [1153, 464, 1313, 479]
- chief-minister-portrait: [837, 1188, 1087, 1378]
- subhead: ରାଜ୍ୟ ପାଇଁ ସମ୍ମାନର ପ୍ରଶ୍ନ: [197, 721, 382, 764]
- ad-code: 26001/13/0003/1718: [801, 2233, 928, 2247]
- flags-photo-caption: ଏସିଆନ ଆଥଲେଟିକ୍ସ ଚାମ୍ପିଅନସିପ୍ ପାଇଁ କଳିଙ୍ଗ ଷ୍ଟାଡିୟମ ନିକଟରେ ବିଭିନ୍ନ ଦେଶର ପତାକା ଲଗାଯାଇଛି।: [35, 2260, 333, 2291]
- stats-row: [1153, 232, 1313, 247]
- govt-name: ଓଡ଼ିଶା ସରକାର: [1312, 2115, 1396, 2131]
- ad-bullet-item: [799, 1667, 1459, 1719]
- stats-count: ୪୯: [1299, 217, 1313, 232]
- stats-row: [1153, 340, 1313, 355]
- lead-column-1: [10, 240, 195, 1080]
- folio-page-number: 25: [1481, 2298, 1494, 2309]
- ad-bullet-text: ପିତାମାତା କିମ୍ବା ଭାଇଭଉଣୀମାନଙ୍କର ଜାତିଗତ ପ୍ରମାଣ ପତ୍ର (ଯଦି ଉପଲବ୍ଧ): [823, 1634, 1351, 1654]
- oman-team-illustration: [14, 1584, 354, 1784]
- stats-count: ୯: [1476, 217, 1482, 232]
- stats-country: ମୋଟ ଅଫିସିଆଲ: [1322, 448, 1400, 463]
- ad-website-link: www.stscodisha.gov.inରେ ଉପଲବ୍ଧ।: [819, 2024, 1110, 2044]
- ad-bullet-text: ଏହି ସମ୍ପର୍କରେ ଅଭିଭାବକମାନଙ୍କୁ ଅନୁରୋଧ ଯେ ସେମାନେ ତାଙ୍କର ପିଲାମାନେ ପଢ଼ୁଥିବା ଶିକ୍ଷାନୁଷ୍ଠାନରେ, ନିମ୍ନଲିଖିତ ଦସ୍ତାବିଜର ଅବିକଳ ନକଲରେ ନିଜର ଦସ୍ତଖତ ସହିତ ଆବେଦନ ପତ୍ର ପୂରଣ କରି ପ୍ରଧାନ ଶିକ୍ଷକ/ଅଧକ୍ଷଙ୍କୁ ଟ.୨୭/- ଉପଭୋକ୍ତା ଦେୟ ସହିତ ଜମା କରନ୍ତୁ।: [823, 1484, 1423, 1556]
- print-cyan-mark: [700, 2316, 711, 2327]
- section-divider: [10, 1088, 1490, 1090]
- portrait-illustration: [837, 1188, 1087, 1378]
- stats-count: ୧୭: [1299, 401, 1313, 416]
